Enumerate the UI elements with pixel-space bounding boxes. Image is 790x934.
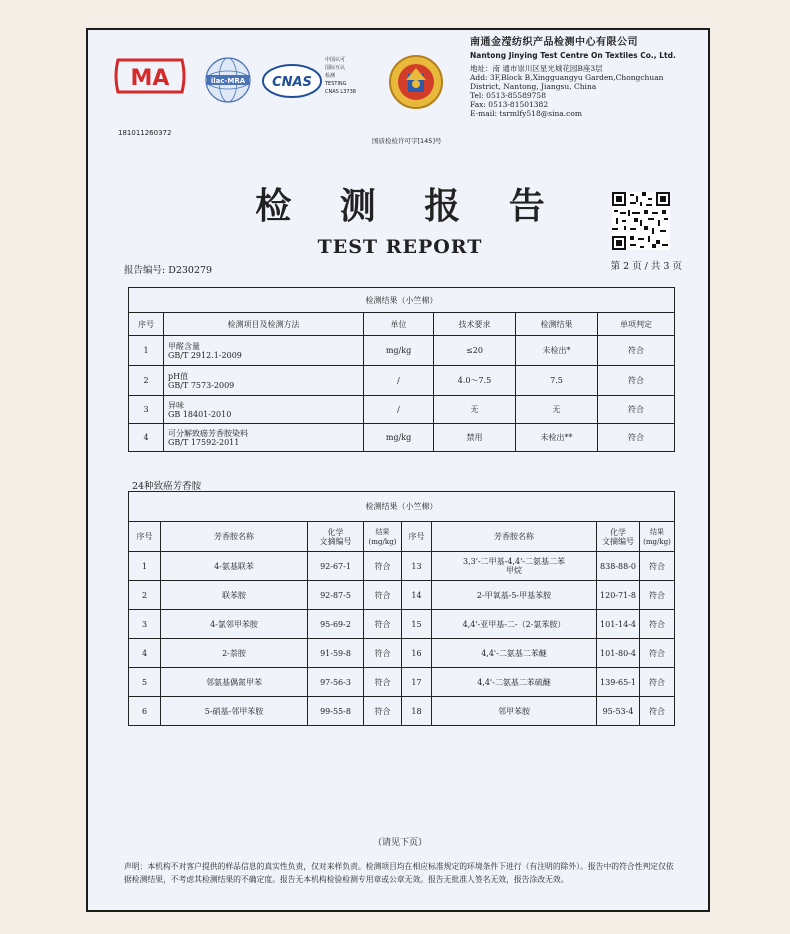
org-name-cn: 南通金滢纺织产品检测中心有限公司 [470, 37, 638, 48]
cell-verdict: 符合 [598, 424, 675, 452]
org-name-en: Nantong Jinying Test Centre On Textiles Co., Ltd. [470, 51, 676, 60]
cell-amine-name: 4-氯邻甲苯胺 [161, 610, 308, 639]
cell-item [164, 396, 364, 424]
table-header-row [129, 522, 675, 552]
cell-cas: 95-69-2 [308, 610, 364, 639]
item-method: GB 18401-2010 [168, 409, 232, 419]
cell-no: 17 [402, 668, 432, 697]
table-caption-row [129, 288, 675, 313]
cell-result: 符合 [640, 639, 675, 668]
accreditation-logos [110, 52, 470, 145]
column-header [364, 522, 402, 552]
cell-no: 13 [402, 552, 432, 581]
cnas-side-line: TESTING [325, 81, 347, 87]
cell-no: 3 [129, 396, 164, 424]
cell-no: 18 [402, 697, 432, 726]
cell-unit: / [364, 366, 434, 396]
item-method: GB/T 2912.1-2009 [168, 350, 242, 360]
column-header [640, 522, 675, 552]
column-header: 检测结果 [516, 313, 598, 336]
table-row [129, 668, 675, 697]
cell-result: 未检出* [516, 336, 598, 366]
cell-result: 符合 [364, 668, 402, 697]
cell-no: 15 [402, 610, 432, 639]
cell-result: 符合 [364, 581, 402, 610]
table-row [129, 610, 675, 639]
cell-cas: 91-59-8 [308, 639, 364, 668]
cell-cas: 92-67-1 [308, 552, 364, 581]
cell-verdict: 符合 [598, 366, 675, 396]
column-header: 序号 [129, 522, 161, 552]
cell-item [164, 336, 364, 366]
cell-cas: 99-55-8 [308, 697, 364, 726]
amine-name-text: 3,3'-二甲基-4,4'-二氨基二苯 甲烷 [463, 557, 565, 575]
table-row [129, 424, 675, 452]
column-header: 单项判定 [598, 313, 675, 336]
cell-amine-name: 4,4'-亚甲基-二-（2-氯苯胺） [432, 610, 597, 639]
cell-result: 符合 [640, 668, 675, 697]
cell-cas: 101-80-4 [597, 639, 640, 668]
cell-requirement: 4.0～7.5 [434, 366, 516, 396]
cell-cas: 120-71-8 [597, 581, 640, 610]
item-name: 可分解致癌芳香胺染料 [168, 428, 248, 438]
cnas-side-line: 国际互认 [325, 65, 346, 71]
cell-amine-name: 邻氨基偶氮甲苯 [161, 668, 308, 697]
column-header: 芳香胺名称 [432, 522, 597, 552]
cell-amine-name [432, 552, 597, 581]
cell-amine-name: 5-硝基-邻甲苯胺 [161, 697, 308, 726]
cell-result: 符合 [640, 581, 675, 610]
cell-unit: mg/kg [364, 336, 434, 366]
cell-result: 7.5 [516, 366, 598, 396]
cell-cas: 139-65-1 [597, 668, 640, 697]
emblem-caption: 国质检检许可字[145]号 [372, 137, 442, 145]
cell-no: 2 [129, 366, 164, 396]
table-caption: 检测结果（小竺棉） [129, 492, 675, 522]
cell-amine-name: 4,4'-二氨基二苯醚 [432, 639, 597, 668]
table-caption: 检测结果（小竺棉） [129, 288, 675, 313]
cell-result: 符合 [640, 552, 675, 581]
org-address-en-2: District, Nantong, Jiangsu, China [470, 82, 597, 91]
column-header [597, 522, 640, 552]
cma-logo-icon [112, 58, 188, 94]
cell-no: 4 [129, 424, 164, 452]
org-address-en: Add: 3F,Block B,Xingguangyu Garden,Chongchuan [470, 73, 664, 82]
table-row [129, 581, 675, 610]
cell-no: 4 [129, 639, 161, 668]
cell-result: 符合 [364, 610, 402, 639]
cell-item [164, 424, 364, 452]
cell-no: 1 [129, 552, 161, 581]
page-number: 第 2 页 / 共 3 页 [610, 261, 682, 272]
column-header: 检测项目及检测方法 [164, 313, 364, 336]
cell-no: 3 [129, 610, 161, 639]
cell-result: 符合 [640, 610, 675, 639]
cnas-logo-icon [262, 64, 322, 98]
ilac-mra-text: ilac-MRA [210, 77, 246, 85]
table-row [129, 552, 675, 581]
cell-unit: mg/kg [364, 424, 434, 452]
cell-no: 1 [129, 336, 164, 366]
cnas-side-line: 中国认可 [325, 57, 346, 63]
cnas-side-line: 检测 [325, 73, 336, 79]
header-text: 化学 文摘编号 [602, 527, 634, 546]
aromatic-amines-table [128, 491, 675, 726]
column-header: 单位 [364, 313, 434, 336]
report-title-cn: 检 测 报 告 [255, 185, 563, 227]
cell-item [164, 366, 364, 396]
table-header-row [129, 313, 675, 336]
cnas-side-text [325, 56, 365, 96]
cell-cas: 97-56-3 [308, 668, 364, 697]
report-number: 报告编号: D230279 [124, 265, 213, 276]
cell-no: 6 [129, 697, 161, 726]
org-fax: Fax: 0513-81501382 [470, 100, 549, 109]
cell-amine-name: 联苯胺 [161, 581, 308, 610]
cell-result: 符合 [364, 697, 402, 726]
cell-no: 14 [402, 581, 432, 610]
qr-code-icon [612, 192, 670, 250]
cell-verdict: 符合 [598, 336, 675, 366]
cell-unit: / [364, 396, 434, 424]
item-name: pH值 [168, 371, 189, 381]
cell-amine-name: 4,4'-二氨基二苯硫醚 [432, 668, 597, 697]
cell-amine-name: 2-萘胺 [161, 639, 308, 668]
cell-cas: 838-88-0 [597, 552, 640, 581]
cell-result: 无 [516, 396, 598, 424]
item-method: GB/T 7573-2009 [168, 380, 235, 390]
cnas-side-line: CNAS L3738 [325, 89, 356, 95]
cell-result: 符合 [640, 697, 675, 726]
cell-requirement: 禁用 [434, 424, 516, 452]
cnas-logo-text: CNAS [272, 75, 312, 90]
cell-cas: 95-53-4 [597, 697, 640, 726]
cell-cas: 101-14-4 [597, 610, 640, 639]
header-text: 化学 文摘编号 [319, 527, 352, 546]
org-tel: Tel: 0513-85589758 [470, 91, 546, 100]
org-address-cn: 地址：南 通市崇川区星光城花园B座3层 [470, 64, 603, 73]
cell-requirement: 无 [434, 396, 516, 424]
column-header: 序号 [129, 313, 164, 336]
table-row [129, 396, 675, 424]
report-sheet [86, 28, 710, 912]
table-row [129, 639, 675, 668]
report-title-en: TEST REPORT [317, 236, 483, 258]
item-name: 异味 [168, 400, 184, 410]
cell-result: 符合 [364, 552, 402, 581]
org-email: E-mail: tsrmlfy518@sina.com [470, 109, 582, 118]
column-header [308, 522, 364, 552]
table-caption-row [129, 492, 675, 522]
continued-note: （请见下页） [372, 838, 427, 848]
column-header: 芳香胺名称 [161, 522, 308, 552]
cell-verdict: 符合 [598, 396, 675, 424]
cell-result: 符合 [364, 639, 402, 668]
basic-results-table [128, 287, 675, 452]
table-row [129, 336, 675, 366]
item-name: 甲醛含量 [168, 341, 200, 351]
organization-info [470, 38, 710, 118]
header-text: 结果 (mg/kg) [368, 527, 397, 546]
disclaimer-text: 声明：本机构不对客户提供的样品信息的真实性负责，仅对来样负责。检测项目均在相应标准规定的环境条件下进行（有注明的除外）。报告中的符合性判定仅依据检测结果，不考虑其检测结果的不确定度。报告无本机构检验检测专用章或公章无效。报告无批准人签名无效，报告涂改无效。 [124, 862, 674, 884]
cell-amine-name: 4-氨基联苯 [161, 552, 308, 581]
cma-number: 181011260372 [118, 129, 172, 137]
column-header: 序号 [402, 522, 432, 552]
section-title-aromatic-amines: 24种致癌芳香胺 [132, 481, 202, 492]
table-row [129, 366, 675, 396]
cell-no: 2 [129, 581, 161, 610]
cell-result: 未检出** [516, 424, 598, 452]
cell-no: 5 [129, 668, 161, 697]
cell-cas: 92-87-5 [308, 581, 364, 610]
cma-logo-text: MA [130, 66, 170, 91]
column-header: 技术要求 [434, 313, 516, 336]
header-text: 结果 (mg/kg) [643, 527, 671, 546]
cell-requirement: ≤20 [434, 336, 516, 366]
cell-amine-name: 2-甲氧基-5-甲基苯胺 [432, 581, 597, 610]
cell-amine-name: 邻甲苯胺 [432, 697, 597, 726]
quality-inspection-emblem-icon [388, 54, 444, 110]
ilac-mra-logo-icon [204, 56, 252, 104]
table-row [129, 697, 675, 726]
item-method: GB/T 17592-2011 [168, 437, 240, 447]
cell-no: 16 [402, 639, 432, 668]
